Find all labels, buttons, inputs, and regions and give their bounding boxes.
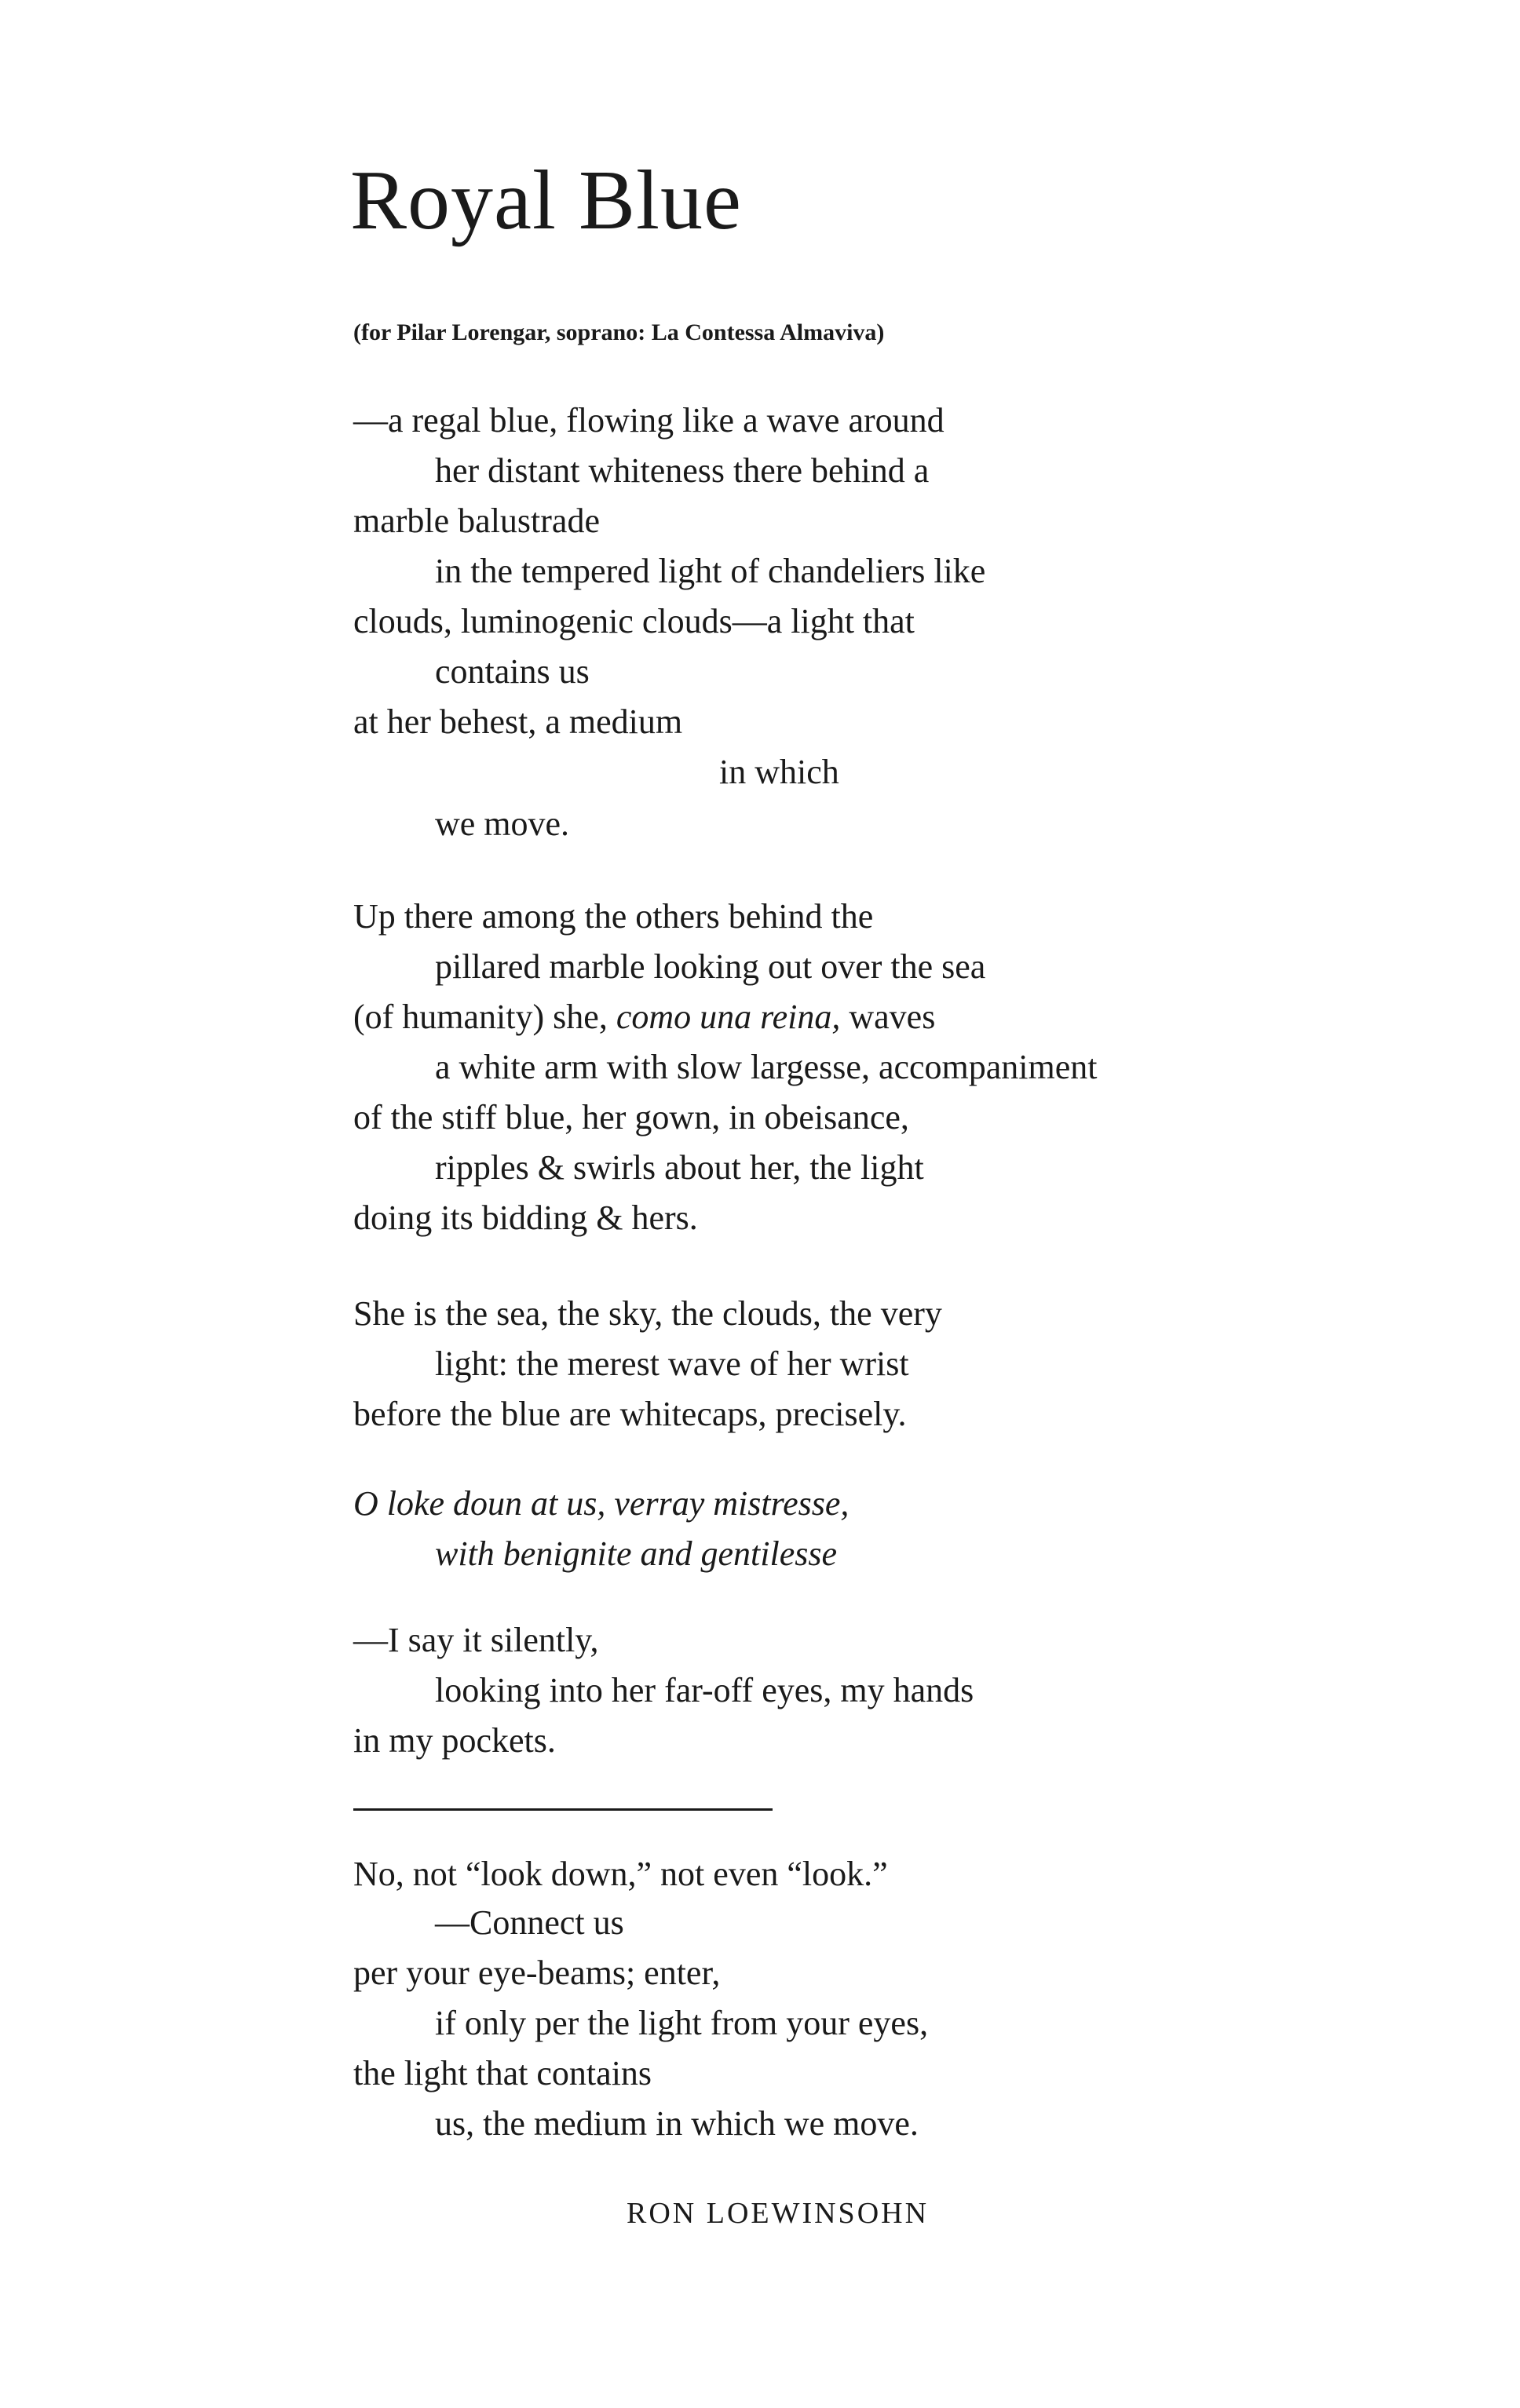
stanza6-line-3: per your eye-beams; enter, <box>353 1954 721 1992</box>
stanza1-line-6: contains us <box>435 652 590 691</box>
stanza2-line-3 <box>353 992 935 1042</box>
stanza2-line-2: pillared marble looking out over the sea <box>435 947 986 986</box>
stanza2-line-3-italic: como una reina, <box>616 998 841 1036</box>
author-signature: RON LOEWINSOHN <box>627 2197 930 2230</box>
stanza1-line-9: we move. <box>435 804 570 843</box>
poem-title: Royal Blue <box>350 154 742 247</box>
section-divider <box>353 1808 773 1811</box>
stanza6-line-2: —Connect us <box>435 1903 624 1942</box>
stanza2-line-4: a white arm with slow largesse, accompaniment <box>435 1048 1098 1086</box>
stanza1-line-2: her distant whiteness there behind a <box>435 451 930 490</box>
stanza2-line-6: ripples & swirls about her, the light <box>435 1148 924 1187</box>
stanza3-line-3: before the blue are whitecaps, precisely. <box>353 1395 907 1433</box>
stanza6-line-4: if only per the light from your eyes, <box>435 2004 929 2042</box>
stanza5-line-3: in my pockets. <box>353 1721 556 1760</box>
stanza5-line-2: looking into her far-off eyes, my hands <box>435 1671 974 1709</box>
stanza2-line-7: doing its bidding & hers. <box>353 1199 698 1237</box>
stanza6-line-6: us, the medium in which we move. <box>435 2104 919 2143</box>
stanza1-line-4: in the tempered light of chandeliers like <box>435 552 986 590</box>
stanza1-line-7: at her behest, a medium <box>353 702 683 741</box>
stanza2-line-5: of the stiff blue, her gown, in obeisance, <box>353 1098 909 1137</box>
stanza1-line-3: marble balustrade <box>353 502 600 540</box>
stanza1-line-5: clouds, luminogenic clouds—a light that <box>353 602 915 640</box>
stanza1-line-1: —a regal blue, flowing like a wave around <box>353 401 945 440</box>
stanza2-line-3-post: waves <box>840 998 936 1036</box>
stanza3-line-1: She is the sea, the sky, the clouds, the very <box>353 1294 942 1333</box>
stanza5-line-1: —I say it silently, <box>353 1621 599 1659</box>
stanza6-line-5: the light that contains <box>353 2054 652 2092</box>
poem-dedication: (for Pilar Lorengar, soprano: La Contessa Almaviva) <box>353 319 885 345</box>
stanza4-line-1: O loke doun at us, verray mistresse, <box>353 1484 850 1523</box>
stanza1-line-8: in which <box>719 753 839 791</box>
stanza4-line-2: with benignite and gentilesse <box>435 1534 838 1573</box>
stanza6-line-1: No, not “look down,” not even “look.” <box>353 1855 888 1893</box>
stanza3-line-2: light: the merest wave of her wrist <box>435 1344 909 1383</box>
stanza2-line-1: Up there among the others behind the <box>353 897 874 936</box>
stanza2-line-3-pre: (of humanity) she, <box>353 998 616 1036</box>
